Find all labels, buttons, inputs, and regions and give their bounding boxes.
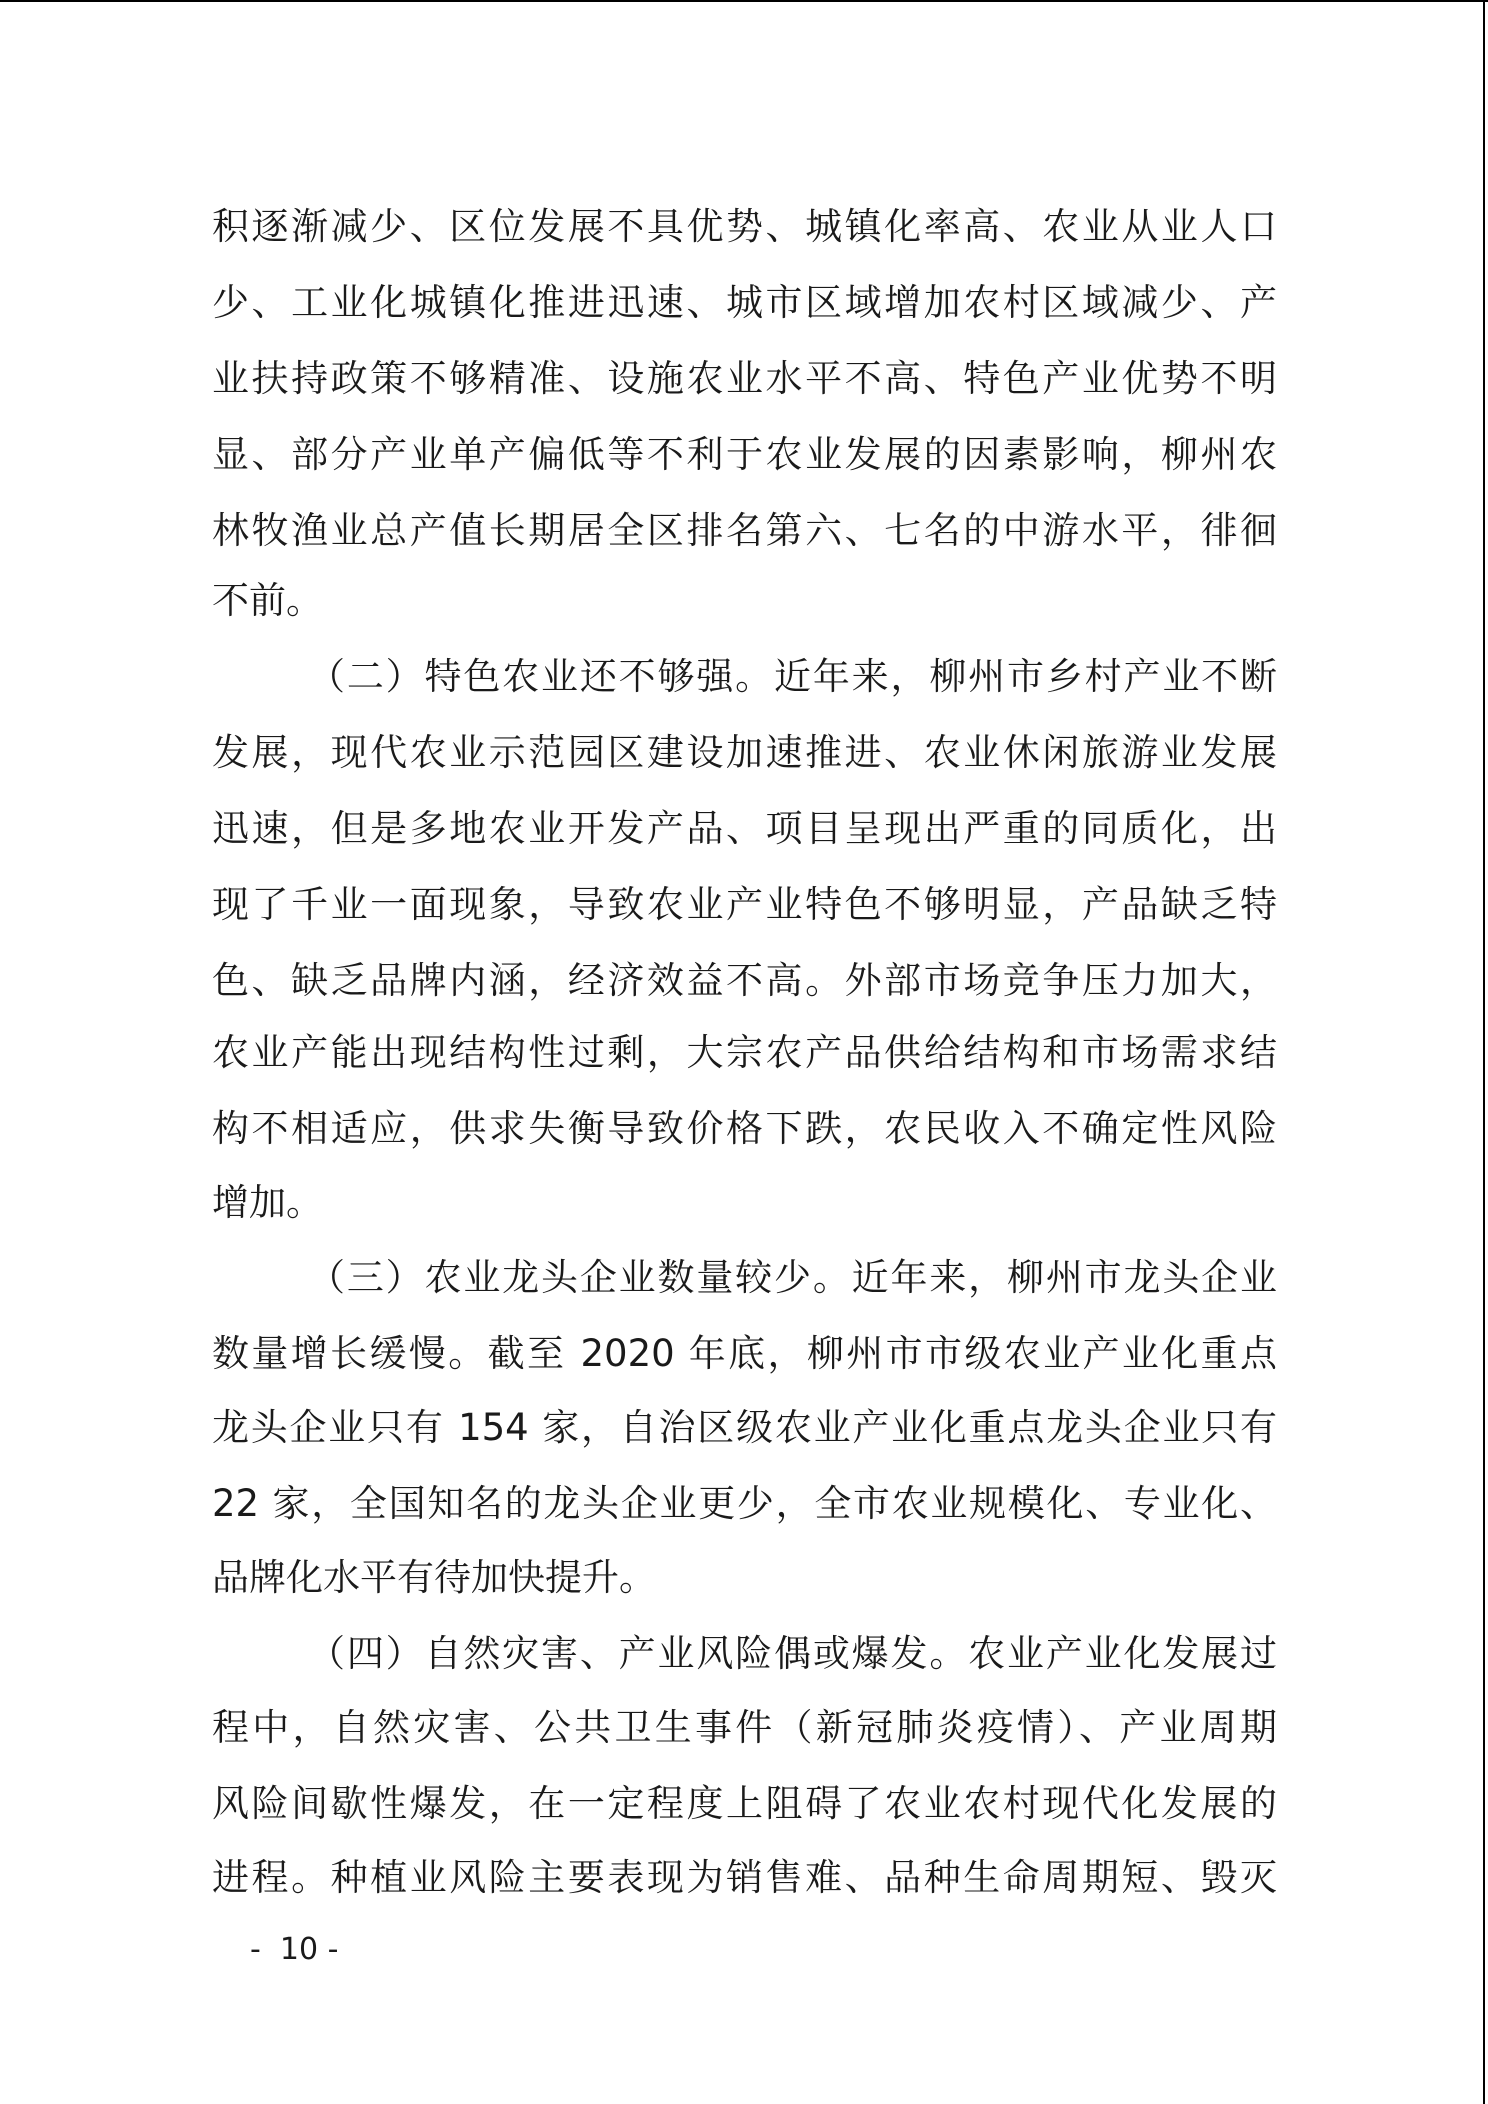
text-line: 农业产能出现结构性过剩，大宗农产品供给结构和市场需求结 bbox=[212, 1031, 1277, 1074]
text-line: 少、工业化城镇化推进迅速、城市区域增加农村区域减少、产 bbox=[212, 281, 1277, 324]
text-line: 数量增长缓慢。截至 2020 年底，柳州市市级农业产业化重点 bbox=[212, 1332, 1277, 1375]
page-number: - 10 - bbox=[250, 1932, 339, 1967]
text-line: 发展，现代农业示范园区建设加速推进、农业休闲旅游业发展 bbox=[212, 731, 1277, 774]
text-line: 龙头企业只有 154 家，自治区级农业产业化重点龙头企业只有 bbox=[212, 1406, 1277, 1449]
text-line: 积逐渐减少、区位发展不具优势、城镇化率高、农业从业人口 bbox=[212, 205, 1277, 248]
paragraph-heading-line: （二）特色农业还不够强。近年来，柳州市乡村产业不断 bbox=[308, 655, 1277, 698]
text-line: 不前。 bbox=[212, 579, 323, 622]
paragraph-heading-line: （三）农业龙头企业数量较少。近年来，柳州市龙头企业 bbox=[308, 1256, 1277, 1299]
paragraph-heading-line: （四）自然灾害、产业风险偶或爆发。农业产业化发展过 bbox=[308, 1632, 1277, 1675]
page-right-border bbox=[1483, 0, 1485, 2104]
text-line: 显、部分产业单产偏低等不利于农业发展的因素影响，柳州农 bbox=[212, 433, 1277, 476]
text-line: 程中，自然灾害、公共卫生事件（新冠肺炎疫情）、产业周期 bbox=[212, 1706, 1277, 1749]
text-line: 增加。 bbox=[212, 1181, 323, 1224]
text-line: 风险间歇性爆发，在一定程度上阻碍了农业农村现代化发展的 bbox=[212, 1782, 1277, 1825]
text-line: 迅速，但是多地农业开发产品、项目呈现出严重的同质化，出 bbox=[212, 807, 1277, 850]
page-top-border bbox=[0, 0, 1488, 2]
text-line: 业扶持政策不够精准、设施农业水平不高、特色产业优势不明 bbox=[212, 357, 1277, 400]
text-line: 品牌化水平有待加快提升。 bbox=[212, 1556, 656, 1599]
text-line: 林牧渔业总产值长期居全区排名第六、七名的中游水平，徘徊 bbox=[212, 509, 1277, 552]
text-line: 进程。种植业风险主要表现为销售难、品种生命周期短、毁灭 bbox=[212, 1856, 1277, 1899]
text-line: 现了千业一面现象，导致农业产业特色不够明显，产品缺乏特 bbox=[212, 883, 1277, 926]
text-line: 色、缺乏品牌内涵，经济效益不高。外部市场竞争压力加大， bbox=[212, 959, 1277, 1002]
text-line: 22 家，全国知名的龙头企业更少，全市农业规模化、专业化、 bbox=[212, 1482, 1277, 1525]
text-line: 构不相适应，供求失衡导致价格下跌，农民收入不确定性风险 bbox=[212, 1107, 1277, 1150]
